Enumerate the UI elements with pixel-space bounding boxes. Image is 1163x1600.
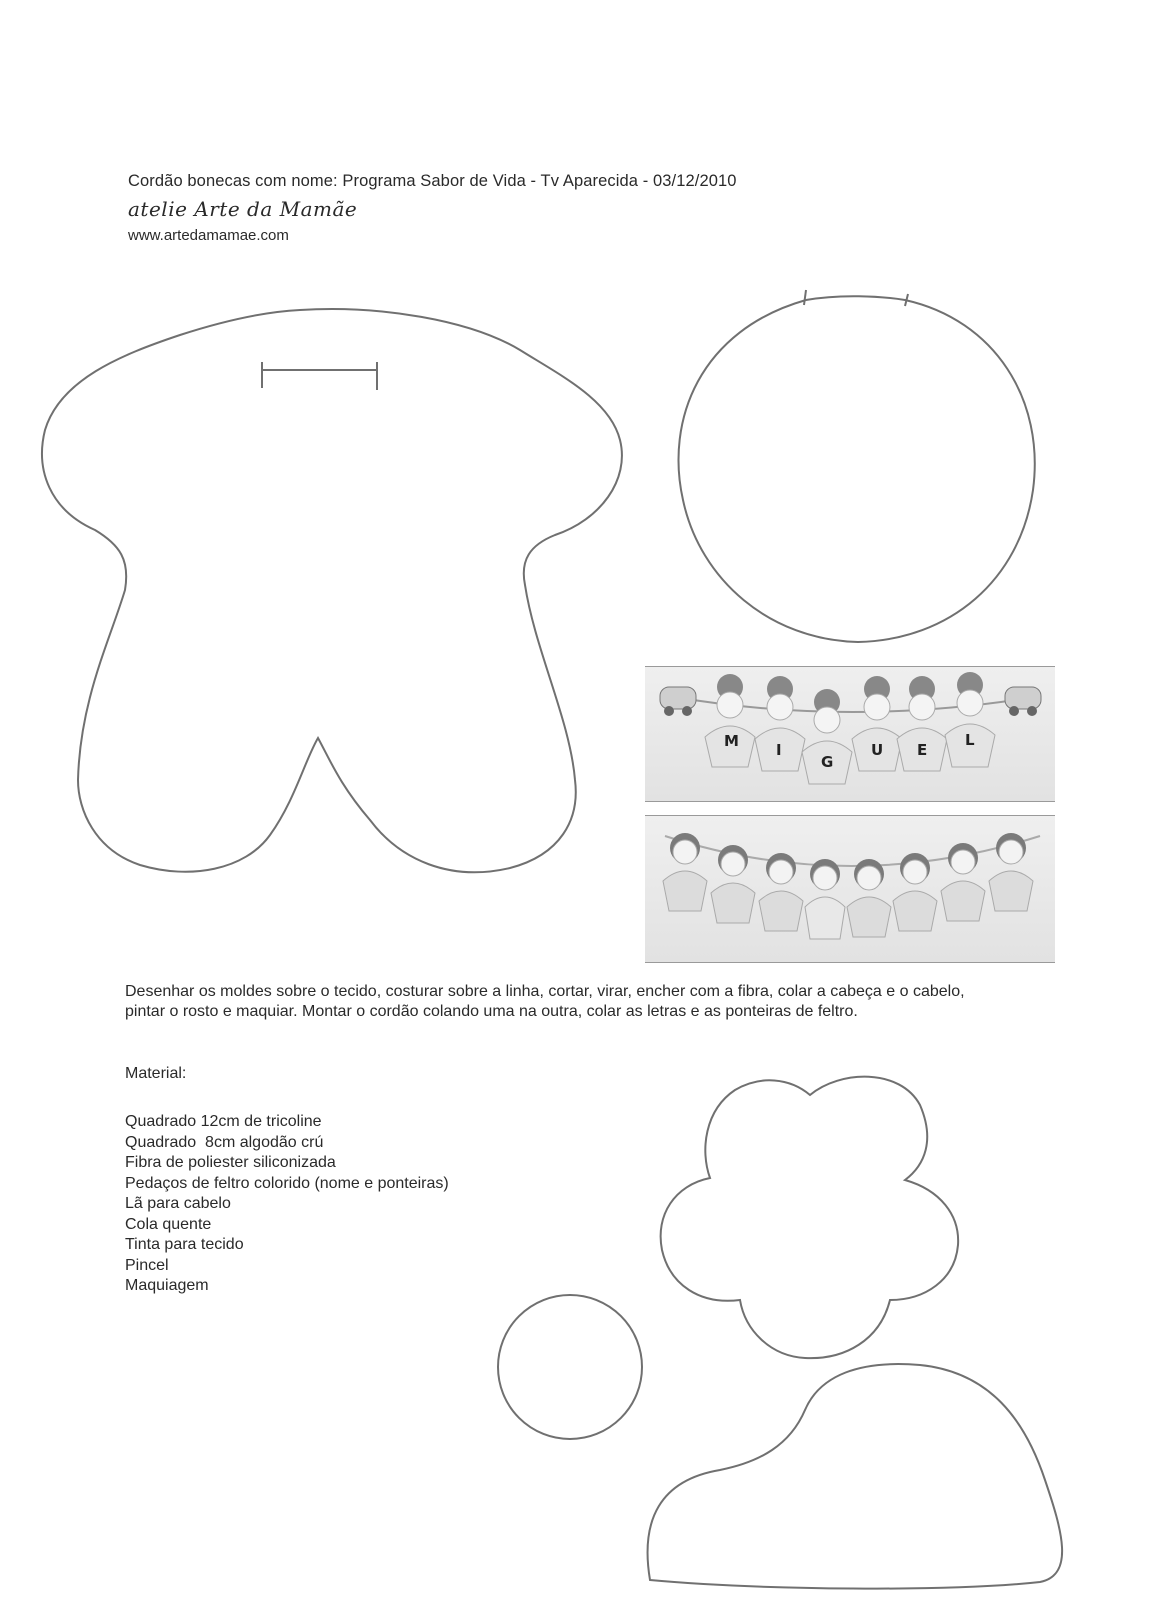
doll-letter-5: E xyxy=(917,741,928,759)
doll-5 xyxy=(897,676,947,771)
doll-3 xyxy=(802,689,852,784)
finished-garland-photo-name xyxy=(645,666,1055,802)
girl-doll-8 xyxy=(989,833,1033,911)
girl-doll-4 xyxy=(805,859,845,939)
girl-doll-7 xyxy=(941,843,985,921)
car-end-right xyxy=(1005,687,1041,716)
garland-illustration-girls xyxy=(645,816,1055,962)
material-heading: Material: xyxy=(125,1065,187,1082)
doll-6 xyxy=(945,672,995,767)
doll-letter-6: L xyxy=(965,731,975,749)
material-item: Quadrado 12cm de tricoline xyxy=(125,1113,322,1130)
doll-4 xyxy=(852,676,902,771)
finished-garland-photo-girls xyxy=(645,815,1055,963)
material-item: Tinta para tecido xyxy=(125,1236,244,1253)
material-item: Cola quente xyxy=(125,1215,212,1233)
car-pattern-piece xyxy=(648,1364,1063,1589)
doll-letter-3: G xyxy=(821,753,834,771)
doll-letter-4: U xyxy=(871,741,884,759)
doll-letter-2: I xyxy=(776,741,782,759)
material-item: Fibra de poliester siliconizada xyxy=(125,1154,336,1171)
header xyxy=(128,172,737,244)
material-list xyxy=(125,1112,449,1297)
head-notch-right xyxy=(905,294,908,306)
material-item: Pincel xyxy=(125,1256,169,1274)
material-item: Pedaços de feltro colorido (nome e ponteiras) xyxy=(125,1174,449,1192)
head-notch-left xyxy=(804,290,806,305)
doll-2 xyxy=(755,676,805,771)
body-pattern-piece xyxy=(42,309,622,872)
doll-1 xyxy=(705,674,755,767)
website-url: www.artedamamae.com xyxy=(128,227,289,244)
cap-pattern-piece xyxy=(661,1077,959,1358)
garland-illustration-name xyxy=(645,667,1055,801)
document-title: Cordão bonecas com nome: Programa Sabor de Vida - Tv Aparecida - 03/12/2010 xyxy=(128,172,737,190)
girl-doll-1 xyxy=(663,833,707,911)
material-item: Lã para cabelo xyxy=(125,1195,231,1212)
head-pattern-piece xyxy=(678,296,1034,642)
brand-name: atelie Arte da Mamãe xyxy=(128,197,358,221)
instructions-paragraph: Desenhar os moldes sobre o tecido, costurar sobre a linha, cortar, virar, encher com a fibra, colar a cabeça e o cabelo, pintar o rosto e maquiar. Montar o cordão colando uma na outra, colar as letras e as ponteiras de feltro. xyxy=(125,983,965,1020)
car-end-left xyxy=(660,687,696,716)
girl-doll-3 xyxy=(759,853,803,931)
material-item: Maquiagem xyxy=(125,1277,209,1294)
doll-letter-1: M xyxy=(724,732,739,750)
small-circle-pattern-piece xyxy=(498,1295,642,1439)
material-item: Quadrado 8cm algodão crú xyxy=(125,1133,324,1151)
girl-doll-5 xyxy=(847,859,891,937)
